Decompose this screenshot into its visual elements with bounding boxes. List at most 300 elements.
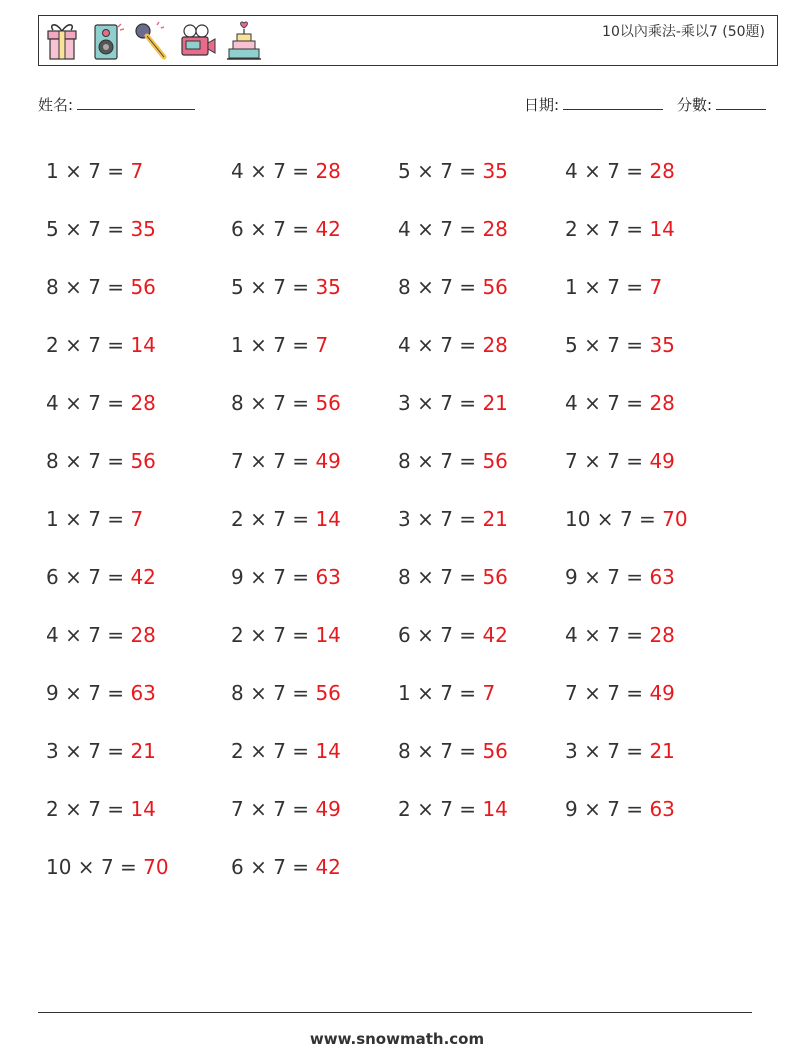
problem-question: 6 xyxy=(398,623,411,647)
problem-question: 6 xyxy=(231,855,244,879)
problem-multiplier: 7 xyxy=(88,275,101,299)
problem-multiplier: 7 xyxy=(440,797,453,821)
score-field xyxy=(677,94,766,115)
problem-operator: × xyxy=(577,565,608,589)
problem-equals: = xyxy=(100,217,131,241)
problem-question: 3 xyxy=(398,507,411,531)
problem-operator: × xyxy=(58,507,89,531)
problem-operator: × xyxy=(577,159,608,183)
problem-answer: 14 xyxy=(482,797,508,821)
cake-icon xyxy=(225,19,263,63)
problem-equals: = xyxy=(113,855,144,879)
problem xyxy=(231,739,398,763)
problem xyxy=(565,507,755,531)
problem-answer: 49 xyxy=(315,449,341,473)
problem-operator: × xyxy=(243,159,274,183)
problem-question: 7 xyxy=(565,681,578,705)
problem-multiplier: 7 xyxy=(273,217,286,241)
problem-question: 9 xyxy=(565,565,578,589)
problem-operator: × xyxy=(243,565,274,589)
problem-equals: = xyxy=(452,159,483,183)
problem-row xyxy=(46,780,766,838)
problem-row xyxy=(46,316,766,374)
problem-question: 2 xyxy=(46,333,59,357)
problem xyxy=(398,739,565,763)
problem-answer: 21 xyxy=(649,739,675,763)
problem-answer: 70 xyxy=(662,507,688,531)
date-field xyxy=(524,94,663,115)
problem xyxy=(46,333,231,357)
problem-answer: 28 xyxy=(482,333,508,357)
problem-equals: = xyxy=(452,391,483,415)
problem-answer: 35 xyxy=(649,333,675,357)
problem-equals: = xyxy=(285,507,316,531)
problem-question: 8 xyxy=(398,565,411,589)
problem xyxy=(565,623,755,647)
problem-operator: × xyxy=(58,623,89,647)
problem-operator: × xyxy=(577,391,608,415)
problem-row xyxy=(46,490,766,548)
problem-grid xyxy=(46,142,766,896)
footer-divider xyxy=(38,1012,752,1013)
problem xyxy=(231,159,398,183)
problem-row xyxy=(46,432,766,490)
problem-question: 8 xyxy=(231,391,244,415)
problem-question: 2 xyxy=(565,217,578,241)
problem-row xyxy=(46,664,766,722)
problem-multiplier: 7 xyxy=(88,391,101,415)
problem-multiplier: 7 xyxy=(273,681,286,705)
header-box xyxy=(38,15,778,66)
problem-row xyxy=(46,722,766,780)
problem-equals: = xyxy=(100,159,131,183)
problem-multiplier: 7 xyxy=(607,797,620,821)
problem-multiplier: 7 xyxy=(273,333,286,357)
problem-answer: 63 xyxy=(649,797,675,821)
problem-answer: 42 xyxy=(130,565,156,589)
problem-operator: × xyxy=(410,739,441,763)
problem-answer: 56 xyxy=(482,275,508,299)
problem-answer: 42 xyxy=(482,623,508,647)
problem-equals: = xyxy=(285,739,316,763)
problem-multiplier: 7 xyxy=(88,797,101,821)
problem-operator: × xyxy=(410,449,441,473)
problem-equals: = xyxy=(619,449,650,473)
problem-equals: = xyxy=(452,739,483,763)
problem xyxy=(46,217,231,241)
problem-row xyxy=(46,548,766,606)
problem-multiplier: 7 xyxy=(273,391,286,415)
problem-equals: = xyxy=(100,391,131,415)
problem-multiplier: 7 xyxy=(607,623,620,647)
problem-multiplier: 7 xyxy=(440,449,453,473)
problem xyxy=(565,391,755,415)
problem-question: 1 xyxy=(231,333,244,357)
problem-multiplier: 7 xyxy=(88,333,101,357)
problem-operator: × xyxy=(243,681,274,705)
problem-answer: 28 xyxy=(130,623,156,647)
problem-operator: × xyxy=(410,797,441,821)
footer-website: www.snowmath.com xyxy=(309,1030,485,1048)
problem-multiplier: 7 xyxy=(440,159,453,183)
problem-operator: × xyxy=(58,159,89,183)
name-field xyxy=(38,94,195,115)
problem xyxy=(398,391,565,415)
problem-question: 4 xyxy=(231,159,244,183)
problem-equals: = xyxy=(452,681,483,705)
problem-equals: = xyxy=(100,565,131,589)
problem-question: 9 xyxy=(46,681,59,705)
problem-answer: 7 xyxy=(130,159,144,183)
problem xyxy=(46,623,231,647)
problem-multiplier: 7 xyxy=(607,275,620,299)
problem-equals: = xyxy=(619,565,650,589)
problem-row xyxy=(46,606,766,664)
problem-equals: = xyxy=(100,449,131,473)
problem-question: 8 xyxy=(398,275,411,299)
problem xyxy=(46,159,231,183)
problem-operator: × xyxy=(410,159,441,183)
problem-answer: 56 xyxy=(482,565,508,589)
problem-multiplier: 7 xyxy=(88,217,101,241)
problem-equals: = xyxy=(285,217,316,241)
problem xyxy=(231,623,398,647)
problem xyxy=(46,855,231,879)
problem-multiplier: 7 xyxy=(607,681,620,705)
problem xyxy=(565,565,755,589)
problem-answer: 56 xyxy=(482,739,508,763)
problem-multiplier: 7 xyxy=(607,391,620,415)
problem-multiplier: 7 xyxy=(273,797,286,821)
problem-multiplier: 7 xyxy=(607,159,620,183)
problem-answer: 70 xyxy=(143,855,169,879)
problem-equals: = xyxy=(100,681,131,705)
problem-operator: × xyxy=(577,217,608,241)
problem-question: 1 xyxy=(46,507,59,531)
video-camera-icon xyxy=(175,19,219,63)
problem xyxy=(231,275,398,299)
problem-answer: 63 xyxy=(649,565,675,589)
problem-row xyxy=(46,142,766,200)
problem xyxy=(398,159,565,183)
problem-equals: = xyxy=(100,333,131,357)
problem xyxy=(46,565,231,589)
problem-answer: 56 xyxy=(482,449,508,473)
problem-equals: = xyxy=(285,681,316,705)
problem-operator: × xyxy=(58,681,89,705)
problem-multiplier: 7 xyxy=(273,275,286,299)
problem xyxy=(565,159,755,183)
problem-answer: 7 xyxy=(482,681,496,705)
problem-question: 8 xyxy=(398,449,411,473)
problem-multiplier: 7 xyxy=(88,159,101,183)
problem-multiplier: 7 xyxy=(100,855,114,879)
problem-answer: 35 xyxy=(482,159,508,183)
name-blank[interactable] xyxy=(77,95,195,110)
problem-multiplier: 7 xyxy=(273,855,286,879)
problem-question: 2 xyxy=(398,797,411,821)
problem-multiplier: 7 xyxy=(88,449,101,473)
problem xyxy=(46,275,231,299)
problem-multiplier: 7 xyxy=(440,333,453,357)
problem-equals: = xyxy=(619,275,650,299)
problem-operator: × xyxy=(590,507,620,531)
problem-equals: = xyxy=(619,623,650,647)
problem-equals: = xyxy=(619,333,650,357)
problem-question: 10 xyxy=(46,855,72,879)
problem-operator: × xyxy=(243,391,274,415)
problem-operator: × xyxy=(58,217,89,241)
problem-question: 2 xyxy=(231,507,244,531)
problem xyxy=(565,797,755,821)
problem-equals: = xyxy=(100,275,131,299)
problem-answer: 14 xyxy=(649,217,675,241)
problem-question: 5 xyxy=(565,333,578,357)
problem-operator: × xyxy=(58,449,89,473)
problem xyxy=(565,449,755,473)
problem-multiplier: 7 xyxy=(440,565,453,589)
problem-operator: × xyxy=(243,739,274,763)
problem-answer: 49 xyxy=(649,449,675,473)
problem-question: 2 xyxy=(231,739,244,763)
problem xyxy=(565,333,755,357)
problem-equals: = xyxy=(452,333,483,357)
problem-question: 4 xyxy=(46,623,59,647)
problem-multiplier: 7 xyxy=(88,681,101,705)
problem-answer: 28 xyxy=(649,159,675,183)
problem-equals: = xyxy=(285,797,316,821)
problem-answer: 49 xyxy=(649,681,675,705)
problem-equals: = xyxy=(619,391,650,415)
problem-operator: × xyxy=(577,739,608,763)
problem xyxy=(231,797,398,821)
problem-question: 4 xyxy=(398,217,411,241)
problem-equals: = xyxy=(285,159,316,183)
problem-operator: × xyxy=(58,565,89,589)
problem-row xyxy=(46,838,766,896)
problem-answer: 7 xyxy=(130,507,144,531)
problem-row xyxy=(46,374,766,432)
problem-equals: = xyxy=(619,159,650,183)
problem-question: 6 xyxy=(231,217,244,241)
problem-equals: = xyxy=(452,275,483,299)
problem xyxy=(398,507,565,531)
problem-question: 4 xyxy=(398,333,411,357)
problem-operator: × xyxy=(58,797,89,821)
problem xyxy=(398,623,565,647)
problem-question: 9 xyxy=(565,797,578,821)
problem xyxy=(398,275,565,299)
problem-multiplier: 7 xyxy=(440,217,453,241)
problem-equals: = xyxy=(100,739,131,763)
problem-answer: 56 xyxy=(130,275,156,299)
problem-equals: = xyxy=(285,449,316,473)
problem-question: 3 xyxy=(46,739,59,763)
problem-multiplier: 7 xyxy=(619,507,633,531)
problem-question: 4 xyxy=(565,159,578,183)
problem-multiplier: 7 xyxy=(440,623,453,647)
score-label: 分數: xyxy=(677,96,713,114)
problem xyxy=(398,449,565,473)
problem-answer: 63 xyxy=(315,565,341,589)
problem-equals: = xyxy=(285,333,316,357)
problem-multiplier: 7 xyxy=(88,739,101,763)
problem-operator: × xyxy=(243,623,274,647)
problem xyxy=(231,565,398,589)
problem-equals: = xyxy=(632,507,663,531)
problem-equals: = xyxy=(619,217,650,241)
problem-question: 1 xyxy=(398,681,411,705)
problem-equals: = xyxy=(285,275,316,299)
problem-answer: 28 xyxy=(649,623,675,647)
problem xyxy=(46,681,231,705)
problem-answer: 56 xyxy=(130,449,156,473)
problem-multiplier: 7 xyxy=(88,623,101,647)
problem-question: 4 xyxy=(46,391,59,415)
problem-operator: × xyxy=(410,217,441,241)
problem-operator: × xyxy=(58,333,89,357)
problem-operator: × xyxy=(71,855,101,879)
problem-question: 1 xyxy=(565,275,578,299)
problem-operator: × xyxy=(58,275,89,299)
problem-operator: × xyxy=(243,217,274,241)
gift-icon xyxy=(43,19,81,63)
problem-multiplier: 7 xyxy=(440,391,453,415)
problem xyxy=(565,275,755,299)
problem-multiplier: 7 xyxy=(607,449,620,473)
problem-operator: × xyxy=(410,565,441,589)
problem-operator: × xyxy=(58,739,89,763)
problem-multiplier: 7 xyxy=(440,681,453,705)
problem-multiplier: 7 xyxy=(607,565,620,589)
microphone-icon xyxy=(131,19,169,63)
problem xyxy=(231,449,398,473)
problem-answer: 35 xyxy=(315,275,341,299)
problem-question: 7 xyxy=(231,449,244,473)
problem-multiplier: 7 xyxy=(273,507,286,531)
problem-answer: 7 xyxy=(315,333,329,357)
problem xyxy=(46,391,231,415)
problem-operator: × xyxy=(577,275,608,299)
problem-operator: × xyxy=(577,333,608,357)
problem-multiplier: 7 xyxy=(273,739,286,763)
problem-question: 2 xyxy=(231,623,244,647)
problem-question: 1 xyxy=(46,159,59,183)
problem xyxy=(231,333,398,357)
problem-answer: 14 xyxy=(315,739,341,763)
problem-operator: × xyxy=(243,507,274,531)
problem-question: 4 xyxy=(565,623,578,647)
problem-operator: × xyxy=(577,449,608,473)
problem-question: 8 xyxy=(46,275,59,299)
problem xyxy=(46,797,231,821)
problem xyxy=(46,507,231,531)
problem-question: 5 xyxy=(46,217,59,241)
problem-operator: × xyxy=(243,333,274,357)
problem-question: 5 xyxy=(231,275,244,299)
problem xyxy=(398,333,565,357)
date-label: 日期: xyxy=(524,96,560,114)
problem-equals: = xyxy=(285,391,316,415)
problem-equals: = xyxy=(285,623,316,647)
problem-answer: 63 xyxy=(130,681,156,705)
problem-operator: × xyxy=(58,391,89,415)
problem xyxy=(231,217,398,241)
problem xyxy=(398,681,565,705)
problem-question: 3 xyxy=(398,391,411,415)
problem-multiplier: 7 xyxy=(88,507,101,531)
problem-answer: 28 xyxy=(130,391,156,415)
problem-answer: 42 xyxy=(315,855,341,879)
worksheet-title: 10以內乘法-乘以7 (50題) xyxy=(602,24,765,40)
problem-answer: 14 xyxy=(130,797,156,821)
problem xyxy=(231,681,398,705)
problem-equals: = xyxy=(100,797,131,821)
problem xyxy=(565,739,755,763)
name-label: 姓名: xyxy=(38,96,74,114)
problem-equals: = xyxy=(619,681,650,705)
problem xyxy=(46,449,231,473)
problem-answer: 14 xyxy=(315,623,341,647)
problem-multiplier: 7 xyxy=(273,565,286,589)
problem-operator: × xyxy=(410,391,441,415)
problem-answer: 42 xyxy=(315,217,341,241)
date-blank[interactable] xyxy=(563,95,663,110)
problem-equals: = xyxy=(619,797,650,821)
score-blank[interactable] xyxy=(716,95,766,110)
problem-equals: = xyxy=(619,739,650,763)
problem-answer: 7 xyxy=(649,275,663,299)
problem-equals: = xyxy=(285,565,316,589)
problem-multiplier: 7 xyxy=(273,623,286,647)
icon-strip xyxy=(43,19,263,63)
problem xyxy=(565,681,755,705)
problem-answer: 21 xyxy=(130,739,156,763)
problem-answer: 28 xyxy=(315,159,341,183)
problem-question: 3 xyxy=(565,739,578,763)
problem-operator: × xyxy=(243,275,274,299)
problem-multiplier: 7 xyxy=(88,565,101,589)
problem xyxy=(398,217,565,241)
problem-answer: 56 xyxy=(315,681,341,705)
problem-equals: = xyxy=(100,507,131,531)
problem-question: 9 xyxy=(231,565,244,589)
problem xyxy=(398,565,565,589)
problem-multiplier: 7 xyxy=(440,275,453,299)
problem-question: 8 xyxy=(46,449,59,473)
problem-multiplier: 7 xyxy=(607,217,620,241)
problem-equals: = xyxy=(452,217,483,241)
problem xyxy=(46,739,231,763)
problem-operator: × xyxy=(410,507,441,531)
problem-operator: × xyxy=(410,623,441,647)
problem-answer: 21 xyxy=(482,507,508,531)
problem-row xyxy=(46,200,766,258)
problem-question: 8 xyxy=(398,739,411,763)
problem xyxy=(231,391,398,415)
problem-question: 8 xyxy=(231,681,244,705)
problem-question: 5 xyxy=(398,159,411,183)
problem-answer: 14 xyxy=(130,333,156,357)
problem xyxy=(398,797,565,821)
problem-multiplier: 7 xyxy=(273,159,286,183)
problem-operator: × xyxy=(410,333,441,357)
problem-question: 7 xyxy=(231,797,244,821)
speaker-icon xyxy=(87,19,125,63)
problem-operator: × xyxy=(410,275,441,299)
problem-multiplier: 7 xyxy=(607,333,620,357)
problem-equals: = xyxy=(452,449,483,473)
